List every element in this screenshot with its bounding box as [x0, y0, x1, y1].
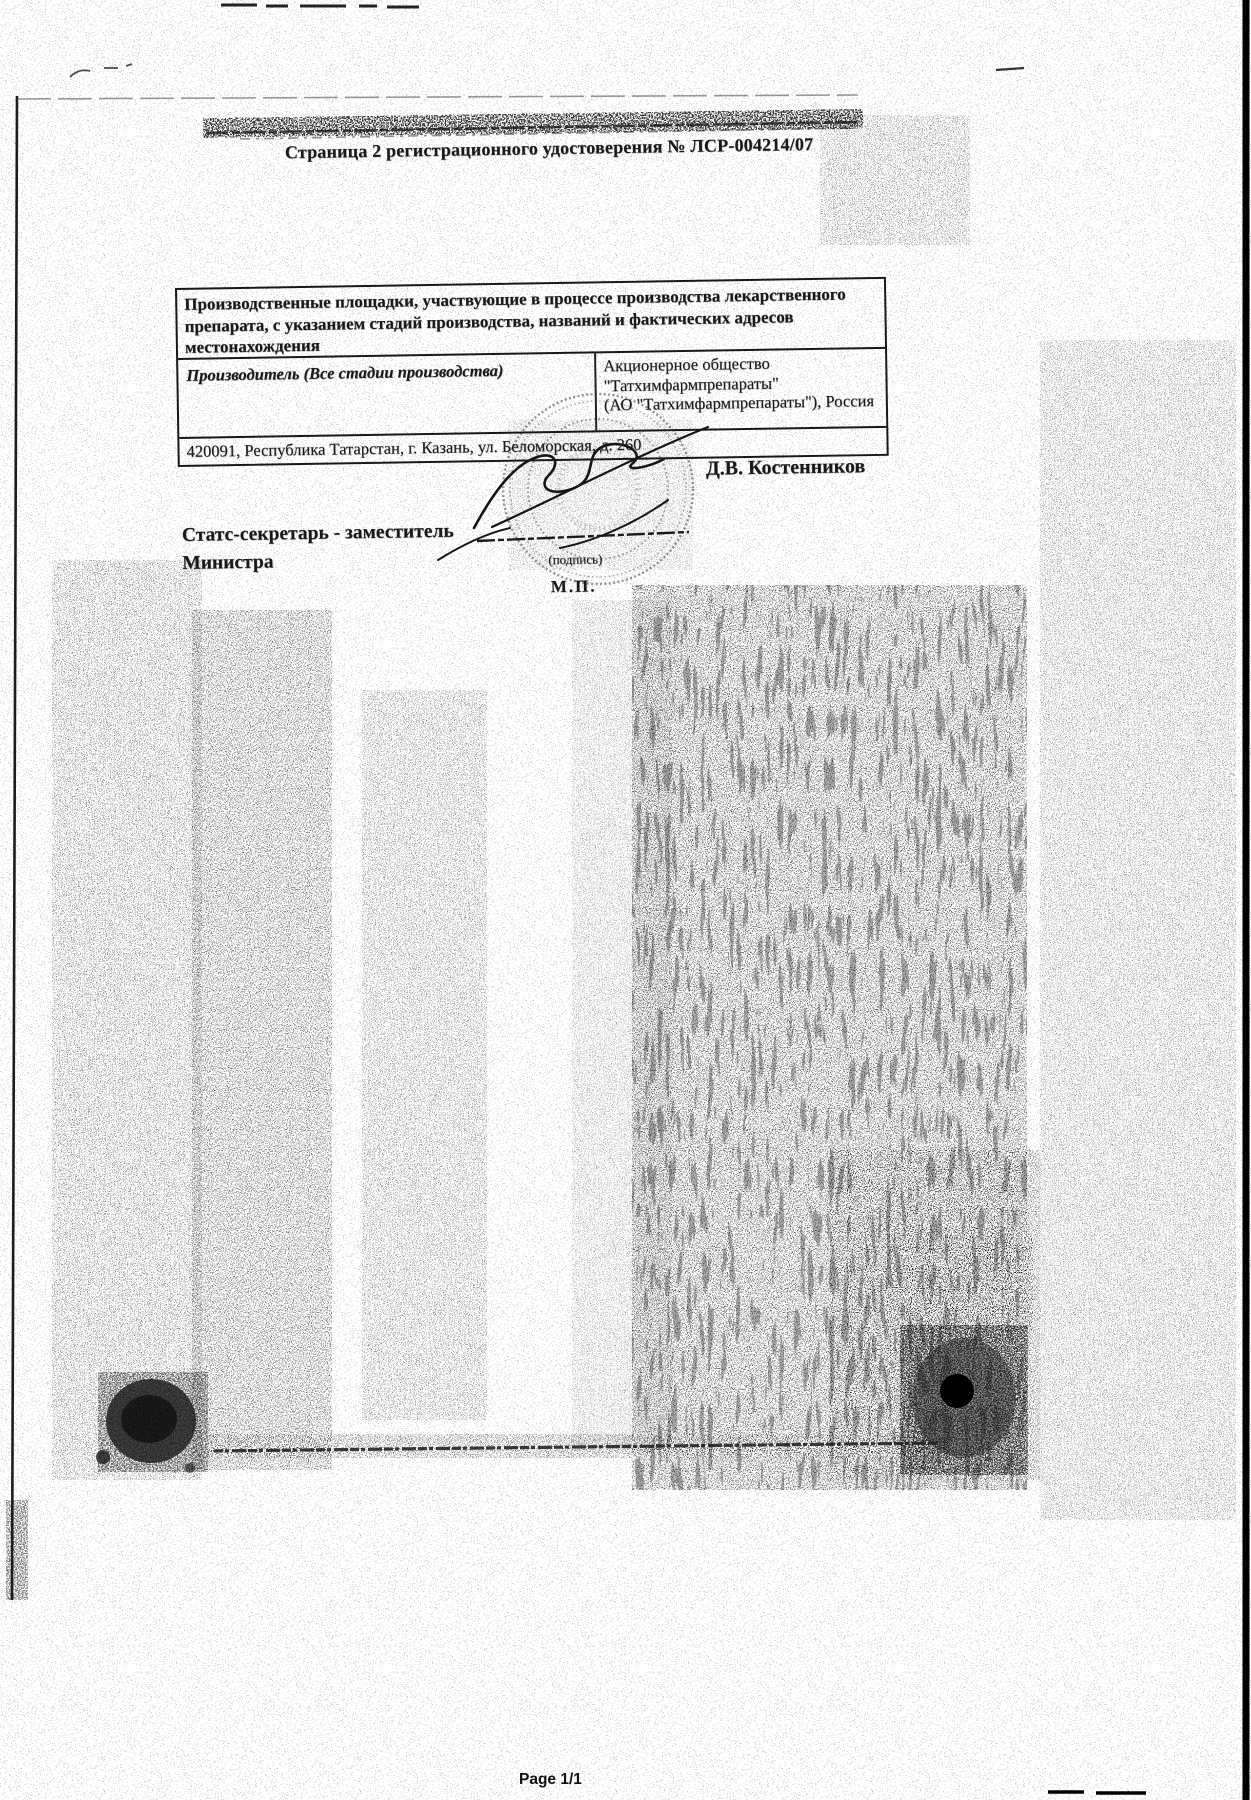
- producer-address-cell: 420091, Республика Татарстан, г. Казань, ул. Беломорская, д. 260: [186, 434, 642, 461]
- signatory-post: [182, 518, 455, 578]
- signatory-post-line: Статс-секретарь - заместитель: [181, 520, 454, 546]
- print-footer: Page 1/1: [519, 1771, 582, 1788]
- table-header-line: препарата, с указанием стадий производства, названий и фактических адресов: [184, 306, 794, 336]
- table-producer-row: [178, 349, 886, 439]
- production-sites-table: [175, 277, 889, 467]
- bottom-right-dashes: [1048, 1792, 1146, 1793]
- seal-mark: М.П.: [550, 576, 597, 597]
- producer-name-line: "Татхимфармпрепараты": [603, 373, 779, 395]
- table-header-line: Производственные площадки, участвующие в процессе производства лекарственного: [184, 284, 846, 314]
- producer-stage-cell: Производитель (Все стадии производства): [178, 353, 597, 437]
- table-header-line: местонахождения: [184, 335, 321, 357]
- producer-name-cell: [596, 349, 886, 431]
- signatory-post-line: Министра: [182, 551, 274, 574]
- signature-caption: (подпись): [548, 551, 603, 568]
- signatory-name: Д.В. Костенников: [705, 455, 866, 480]
- producer-name-line: Акционерное общество: [603, 353, 770, 376]
- producer-name-line: (АО "Татхимфармпрепараты"), Россия: [603, 391, 875, 415]
- page-header: Страница 2 регистрационного удостоверения № ЛСР-004214/07: [284, 133, 814, 163]
- table-header-row: [177, 279, 885, 360]
